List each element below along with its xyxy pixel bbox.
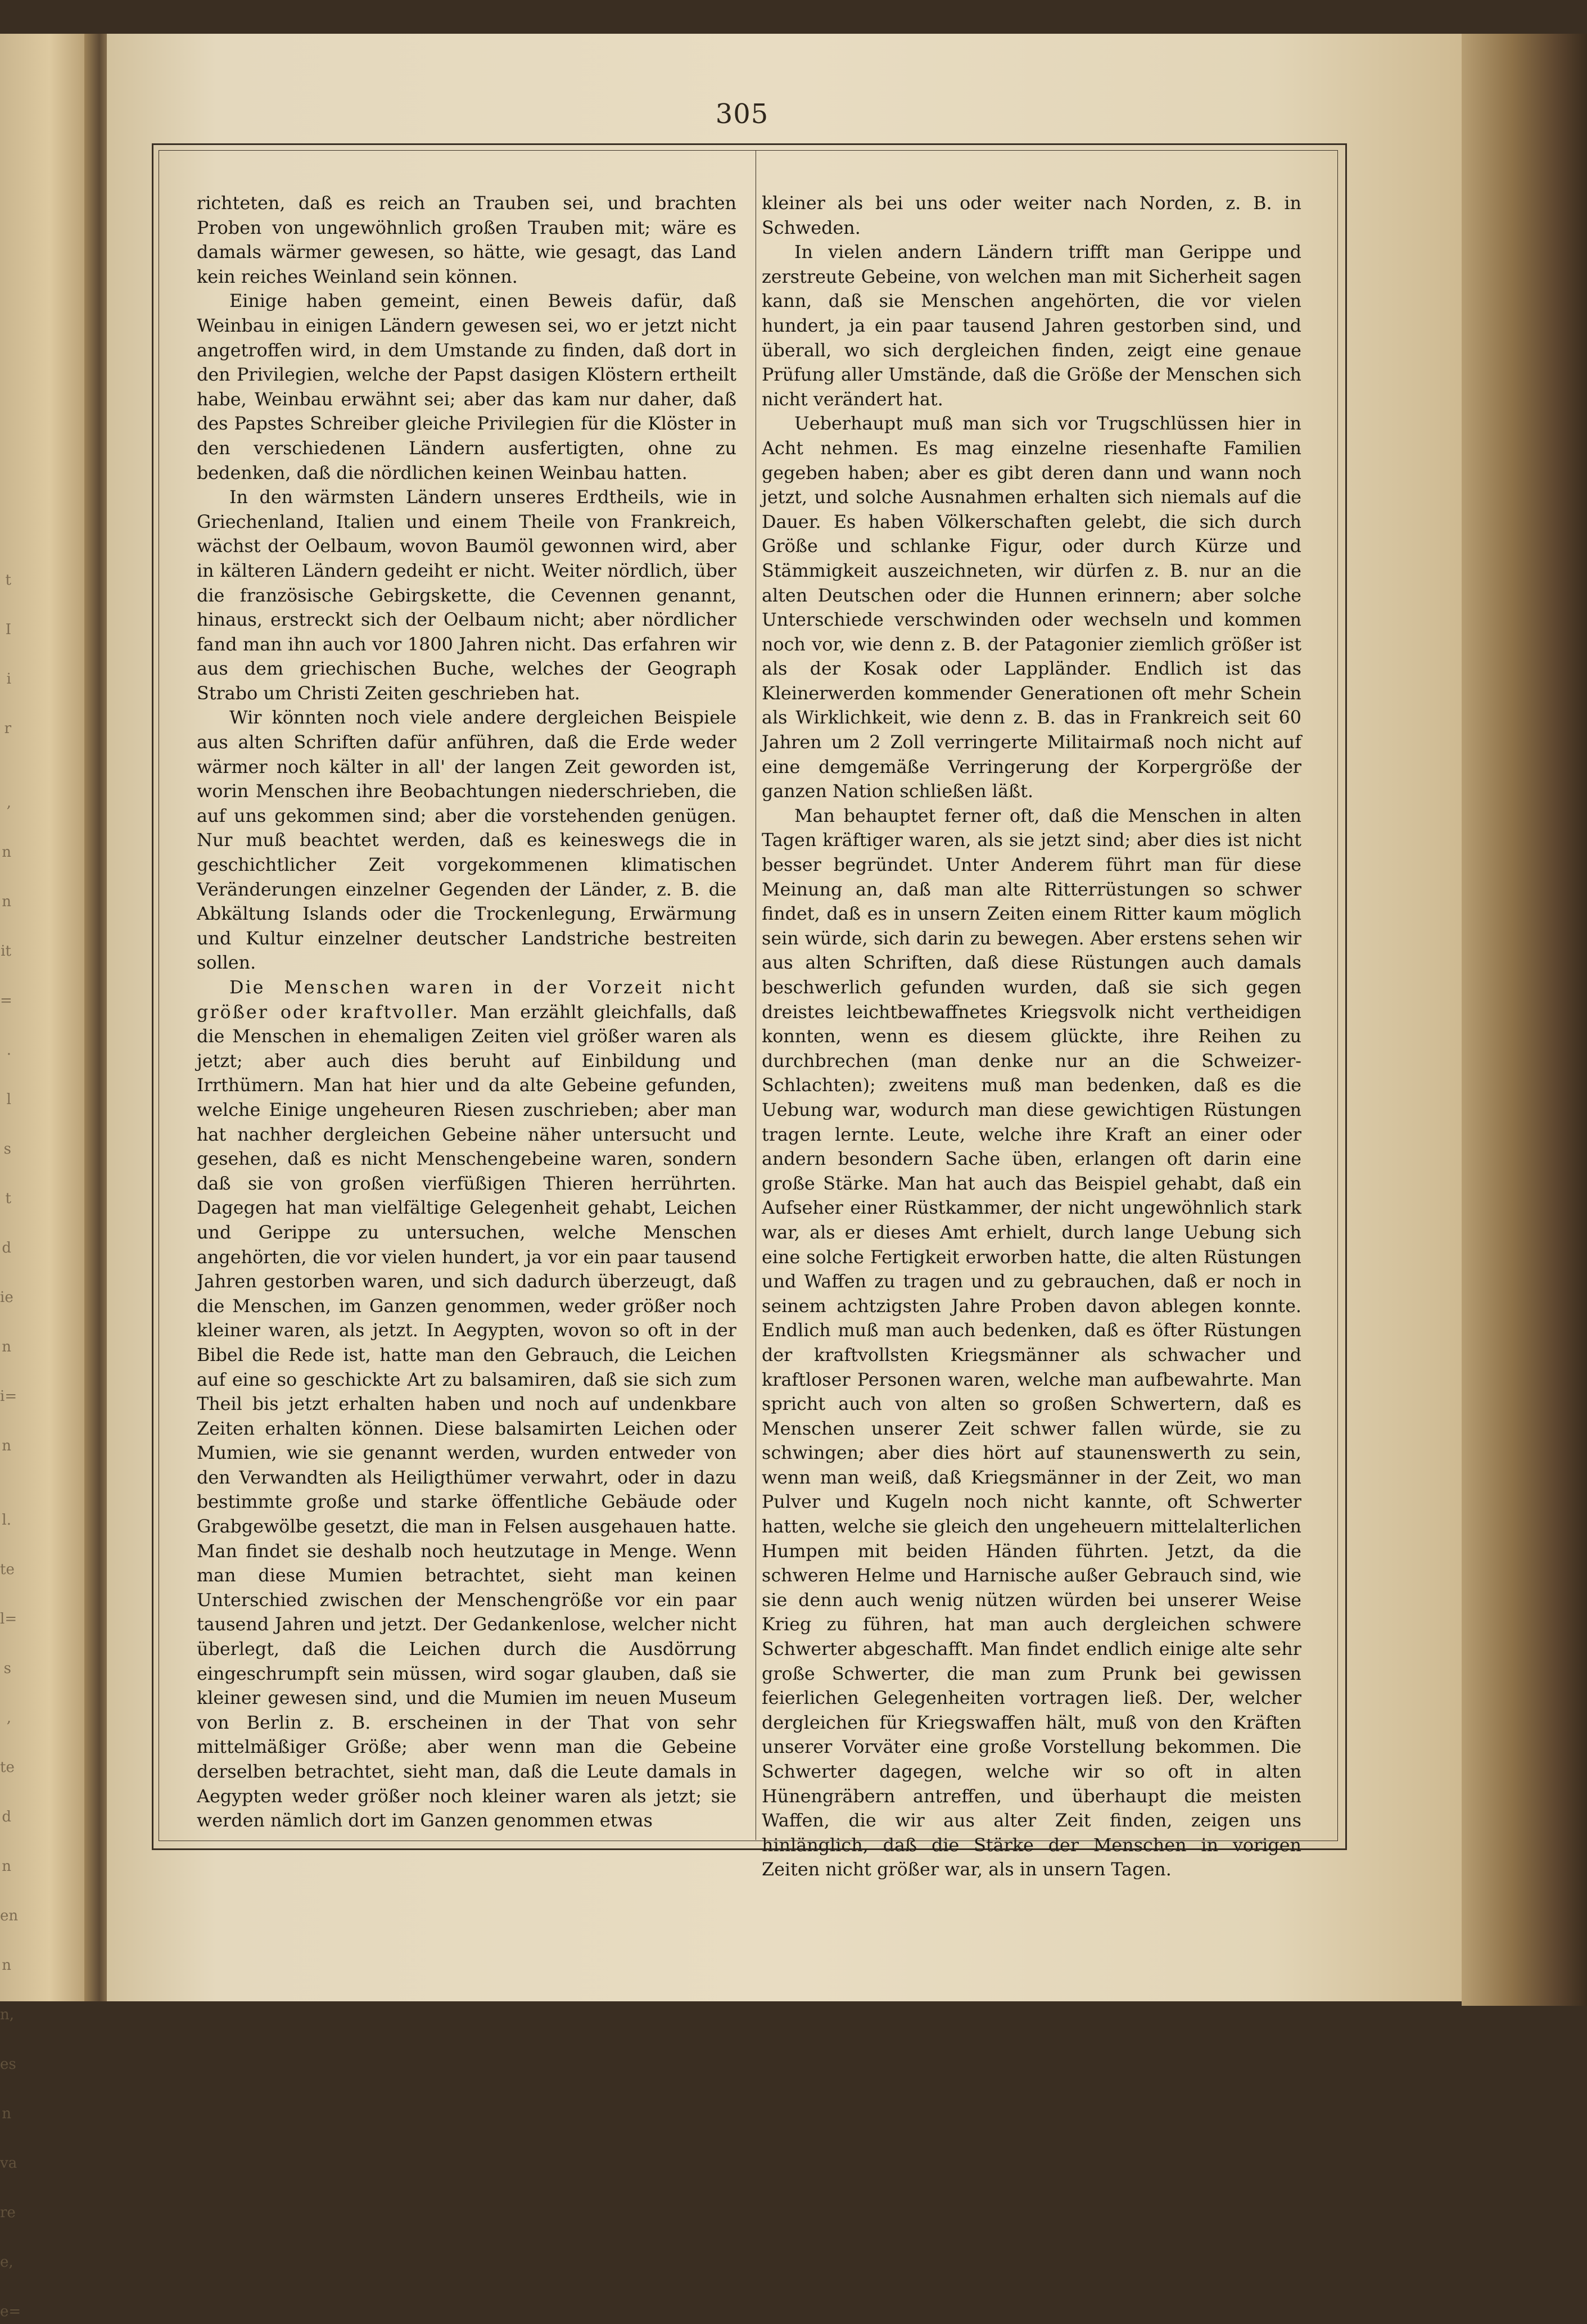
paragraph	[197, 191, 736, 289]
text-column-right	[762, 191, 1301, 1880]
paragraph	[197, 975, 736, 1833]
paragraph-text: Ueberhaupt muß man sich vor Trugschlüssen hier in Acht nehmen. Es mag einzelne riesenhafte Familien gegeben haben; aber es gibt deren dann und wann noch jetzt, und solche Ausnahmen erhalten sich niemals auf die Dauer. Es haben Völkerschaften gelebt, die sich durch Größe und schlanke Figur, oder durch Kürze und Stämmigkeit auszeichneten, wir dürfen z. B. nur an die alten Deutschen oder die Hunnen erinnern; aber solche Unterschiede verschwinden oder wechseln und kommen noch vor, wie denn z. B. der Patagonier ziemlich größer ist als der Kosak oder Lappländer. Endlich ist das Kleinerwerden kommender Generationen oft mehr Schein als Wirklichkeit, wie denn z. B. das in Frankreich seit 60 Jahren um 2 Zoll verringerte Militairmaß noch nicht auf eine demgemäße Verringerung der Korpergröße der ganzen Nation schließen läßt.	[762, 413, 1301, 802]
section-heading: Die Menschen waren in der Vorzeit nicht größer oder kraftvoller.	[197, 977, 736, 1023]
paragraph	[197, 485, 736, 706]
paragraph-text: Einige haben gemeint, einen Beweis dafür, daß Weinbau in einigen Ländern gewesen sei, wo er jetzt nicht angetroffen wird, in dem Umstande zu finden, daß dort in den Privilegien, welche der Papst dasigen Klöstern ertheilt habe, Weinbau erwähnt sei; aber das kam nur daher, daß des Papstes Schreiber gleiche Privilegien für die Klöster in den verschiedenen Ländern ausfertigten, ohne zu bedenken, daß die nördlichen keinen Weinbau hatten.	[197, 291, 736, 483]
left-page-edge	[0, 34, 90, 2320]
paragraph	[197, 289, 736, 485]
paragraph-text: Man erzählt gleichfalls, daß die Menschen in ehemaligen Zeiten viel größer waren als jetzt; aber auch dies beruht auf Einbildung und Irrthümern. Man hat hier und da alte Gebeine gefunden, welche Einige ungeheuren Riesen zuschrieben; aber man hat nachher dergleichen Gebeine näher untersucht und gesehen, daß es nicht Menschengebeine waren, sondern daß sie von großen vierfüßigen Thieren herrührten. Dagegen hat man vielfältige Gelegenheit gehabt, Leichen und Gerippe zu untersuchen, welche Menschen angehörten, die vor vielen hundert, ja vor ein paar tausend Jahren gestorben waren, und sich dadurch überzeugt, daß die Menschen, im Ganzen genommen, weder größer noch kleiner waren, als jetzt. In Aegypten, wovon so oft in der Bibel die Rede ist, hatte man den Gebrauch, die Leichen auf eine so geschickte Art zu balsamiren, daß sie sich zum Theil bis jetzt erhalten haben und noch auf undenkbare Zeiten erhalten können. Diese balsamirten Leichen oder Mumien, wie sie genannt werden, wurden entweder von den Verwandten als Heiligthümer verwahrt, oder in dazu bestimmte große und starke öffentliche Gebäude oder Grabgewölbe gesetzt, die man in Felsen ausgehauen hatte. Man findet sie deshalb noch heutzutage in Menge. Wenn man diese Mumien betrachtet, sieht man keinen Unterschied zwischen der Menschengröße vor ein paar tausend Jahren und jetzt. Der Gedankenlose, welcher nicht überlegt, daß die Leichen durch die Ausdörrung eingeschrumpft sein müssen, wird sogar glauben, daß sie kleiner gewesen sind, und die Mumien im neuen Museum von Berlin z. B. erscheinen in der That von sehr mittelmäßiger Größe; aber wenn man die Gebeine derselben betrachtet, sieht man, daß die Leute damals in Aegypten weder größer noch kleiner waren als jetzt; sie werden nämlich dort im Ganzen genommen etwas	[197, 1001, 737, 1832]
page-number: 305	[715, 98, 769, 130]
paragraph	[197, 706, 736, 975]
paragraph-text: In vielen andern Ländern trifft man Gerippe und zerstreute Gebeine, von welchen man mit Sicherheit sagen kann, daß sie Menschen angehörten, die vor vielen hundert, ja ein paar tausend Jahren gestorben sind, und überall, wo sich dergleichen finden, zeigt eine genaue Prüfung aller Umstände, daß die Größe der Menschen sich nicht verändert hat.	[762, 242, 1301, 410]
paragraph-text: kleiner als bei uns oder weiter nach Norden, z. B. in Schweden.	[762, 193, 1301, 238]
paragraph	[762, 240, 1301, 412]
book-fore-edge	[1462, 34, 1587, 2006]
paragraph	[762, 191, 1301, 240]
paragraph-text: Wir könnten noch viele andere dergleichen Beispiele aus alten Schriften dafür anführen, daß die Erde weder wärmer noch kälter in all' der langen Zeit geworden ist, worin Menschen ihre Beobachtungen niederschrieben, die auf uns gekommen sind; aber die vorstehenden genügen. Nur muß beachtet werden, daß es keineswegs die in geschichtlicher Zeit vorgekommenen klimatischen Veränderungen einzelner Gegenden der Länder, z. B. die Abkältung Islands oder die Trockenlegung, Erwärmung und Kultur einzelner deutscher Landstriche bestreiten sollen.	[197, 707, 736, 974]
left-page-text-fragments: t I i r , n n it = . l s t d ie n i= n l. te l= s , te d n en n n, es n va re e, e=	[0, 572, 21, 2320]
paragraph-text: richteten, daß es reich an Trauben sei, und brachten Proben von ungewöhnlich großen Trauben mit; wäre es damals wärmer gewesen, so hätte, wie gesagt, das Land kein reiches Weinland sein können.	[197, 193, 736, 287]
paragraph-text: In den wärmsten Ländern unseres Erdtheils, wie in Griechenland, Italien und einem Theile von Frankreich, wächst der Oelbaum, wovon Baumöl gewonnen wird, aber in kälteren Ländern gedeiht er nicht. Weiter nördlich, über die französische Gebirgskette, die Cevennen genannt, hinaus, erstreckt sich der Oelbaum nicht; aber nördlicher fand man ihn auch vor 1800 Jahren nicht. Das erfahren wir aus dem griechischen Buche, welches der Geograph Strabo um Christi Zeiten geschrieben hat.	[197, 487, 736, 704]
paragraph-text: Man behauptet ferner oft, daß die Menschen in alten Tagen kräftiger waren, als sie jetzt sind; aber dies ist nicht besser begründet. Unter Anderem führt man für diese Meinung an, daß man alte Ritterrüstungen so schwer findet, daß es in unsern Zeiten einem Ritter kaum möglich sein würde, sich darin zu bewegen. Aber erstens sehen wir aus alten Schriften, daß diese Rüstungen auch damals beschwerlich gefunden wurden, daß sie sich gegen dreistes leichtbewaffnetes Kriegsvolk nicht vertheidigen konnten, wenn es diesem glückte, ihre Reihen zu durchbrechen (man denke nur an die Schweizer-Schlachten); zweitens muß man bedenken, daß es die Uebung war, wodurch man diese gewichtigen Rüstungen tragen lernte. Leute, welche ihre Kraft an einer oder andern besondern Sache üben, erlangen oft darin eine große Stärke. Man hat auch das Beispiel gehabt, daß ein Aufseher einer Rüstkammer, der nicht ungewöhnlich stark war, als er dieses Amt erhielt, durch lange Uebung sich eine solche Fertigkeit erworben hatte, die alten Rüstungen und Waffen zu tragen und zu gebrauchen, daß er noch in seinem achtzigsten Jahre Proben davon ablegen konnte. Endlich muß man auch bedenken, daß es öfter Rüstungen der kraftvollsten Kriegsmänner als schwacher und kraftloser Personen waren, welche man aufbewahrte. Man spricht auch von alten so großen Schwertern, daß es Menschen unserer Zeit schwer fallen würde, sie zu schwingen; aber dies hört auf staunenswerth zu sein, wenn man weiß, daß Kriegsmänner in der Zeit, wo man Pulver und Kugeln noch nicht kannte, oft Schwerter hatten, welche sie gleich den ungeheuern mittelalterlichen Humpen mit beiden Händen führten. Jetzt, da die schweren Helme und Harnische außer Gebrauch sind, wie sie denn auch wenig nützen würden bei unserer Weise Krieg zu führen, hat man auch dergleichen schwere Schwerter abgeschafft. Man findet endlich einige alte sehr große Schwerter, die man zum Prunk bei gewissen feierlichen Gelegenheiten vortragen ließ. Der, welcher dergleichen für Kriegswaffen hält, muß von den Kräften unserer Vorväter eine große Vorstellung bekommen. Die Schwerter dagegen, welche wir so oft in alten Hünengräbern antreffen, und überhaupt die meisten Waffen, die wir aus alter Zeit finden, zeigen uns hinlänglich, daß die Stärke der Menschen in vorigen Zeiten nicht größer war, als in unsern Tagen.	[762, 805, 1301, 1880]
paragraph	[762, 804, 1301, 1882]
paragraph	[762, 412, 1301, 804]
text-column-left	[197, 191, 737, 1832]
